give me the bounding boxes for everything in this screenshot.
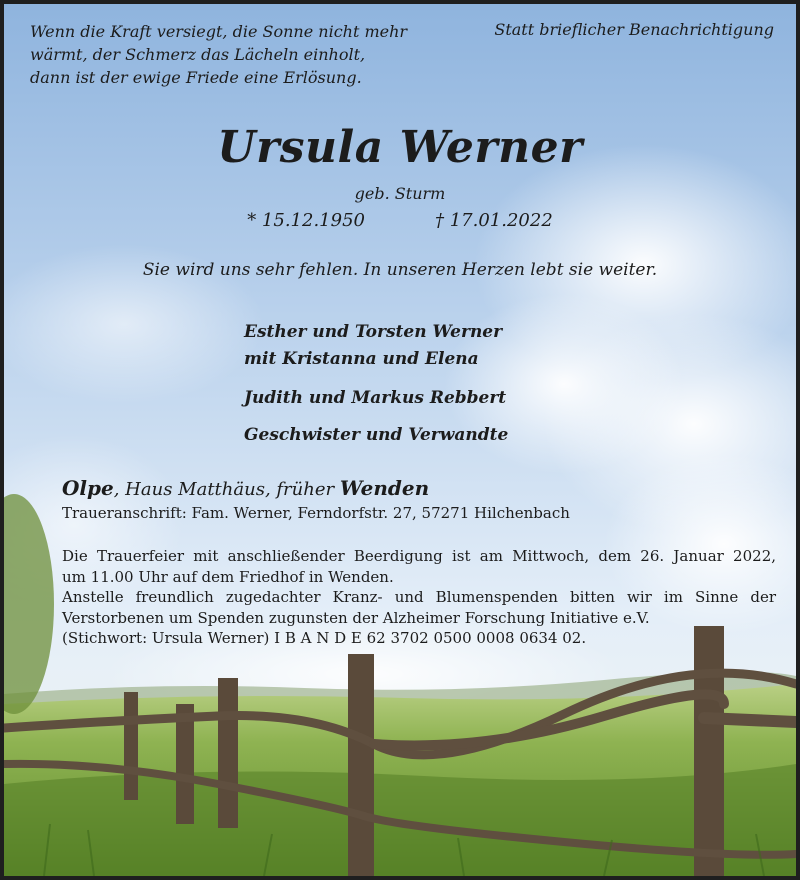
mourner-line: mit Kristanna und Elena	[244, 349, 479, 369]
donation-line: Verstorbenen um Spenden zugunsten der Alzheimer Forschung Initiative e.V.	[62, 608, 650, 627]
location-line	[62, 476, 429, 500]
tribute-line: Sie wird uns sehr fehlen. In unseren Herzen lebt sie weiter.	[142, 260, 658, 280]
birth-date: * 15.12.1950	[247, 210, 365, 231]
death-date: † 17.01.2022	[435, 210, 553, 231]
deceased-name: Ursula Werner	[217, 122, 583, 173]
motto-line: dann ist der ewige Friede eine Erlösung.	[30, 68, 362, 87]
funeral-line: Die Trauerfeier mit anschließender Beerdigung ist am Mittwoch, dem 26. Januar 2022,	[62, 547, 776, 565]
header-note: Statt brieflicher Benachrichtigung	[494, 20, 774, 39]
location-city: Olpe	[62, 476, 114, 500]
former-location: Wenden	[339, 476, 430, 500]
donation-line: Anstelle freundlich zugedachter Kranz- und Blumenspenden bitten wir im Sinne der	[62, 588, 776, 606]
motto-verse	[30, 20, 407, 89]
donation-line: (Stichwort: Ursula Werner) I B A N D E 62 3702 0500 0008 0634 02.	[62, 629, 587, 647]
mourner-line: Esther und Torsten Werner	[244, 322, 503, 342]
maiden-name: geb. Sturm	[354, 184, 446, 203]
funeral-line: um 11.00 Uhr auf dem Friedhof in Wenden.	[62, 567, 394, 586]
mourner-line: Geschwister und Verwandte	[244, 425, 509, 445]
life-dates	[4, 210, 796, 231]
motto-line: wärmt, der Schmerz das Lächeln einholt,	[30, 45, 366, 64]
mourning-address: Traueranschrift: Fam. Werner, Ferndorfstr. 27, 57271 Hilchenbach	[62, 504, 570, 522]
location-detail: , Haus Matthäus, früher	[113, 479, 340, 500]
funeral-paragraph	[62, 546, 776, 587]
mourner-line: Judith und Markus Rebbert	[244, 388, 507, 408]
motto-line: Wenn die Kraft versiegt, die Sonne nicht mehr	[30, 22, 408, 41]
donation-paragraph	[62, 587, 776, 649]
